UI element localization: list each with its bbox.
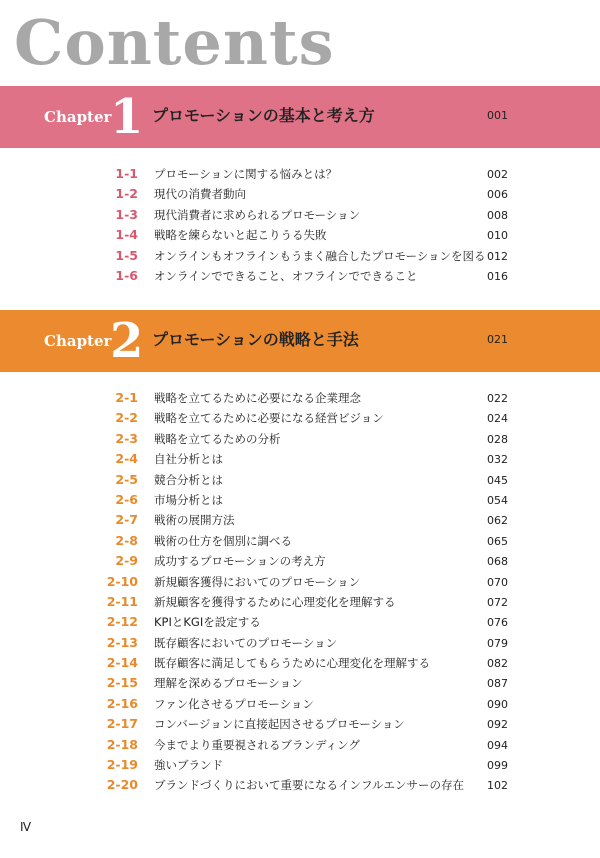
entry-number: 1-2	[115, 186, 138, 202]
entry-number: 2-16	[106, 695, 138, 711]
entry-page: 012	[487, 249, 508, 263]
entry-title: 競合分析とは	[154, 472, 223, 487]
entry-title: 成功するプロモーションの考え方	[154, 554, 326, 569]
toc-entry[interactable]	[0, 714, 600, 734]
entry-number: 1-1	[115, 166, 138, 181]
entry-page: 082	[487, 657, 508, 671]
entry-title: 既存顧客においてのプロモーション	[154, 635, 338, 650]
toc-entry[interactable]	[0, 184, 600, 204]
entry-number: 2-15	[106, 675, 138, 691]
entry-page: 002	[487, 168, 508, 181]
entry-number: 2-8	[115, 532, 138, 548]
entry-page: 024	[487, 412, 508, 426]
entry-title: 現代消費者に求められるプロモーション	[154, 207, 361, 222]
page-folio: Ⅳ	[20, 820, 32, 834]
entry-title: 自社分析とは	[154, 452, 223, 467]
entry-number: 2-1	[115, 390, 138, 405]
entry-title: 既存顧客に満足してもらうために心理変化を理解する	[154, 656, 430, 671]
entry-title: 理解を深めるプロモーション	[154, 676, 303, 691]
chapter-2-label: Chapter	[44, 332, 112, 350]
entry-number: 2-20	[106, 777, 138, 793]
entry-title: 戦術の仕方を個別に調べる	[154, 533, 292, 548]
entry-number: 1-6	[115, 267, 138, 283]
page-title: Contents	[14, 6, 335, 79]
toc-entry[interactable]	[0, 490, 600, 510]
chapter-2-number: 2	[110, 313, 144, 369]
entry-number: 2-13	[106, 634, 138, 650]
entry-page: 045	[487, 473, 508, 487]
entry-title: プロモーションに関する悩みとは？	[154, 167, 338, 181]
toc-entry[interactable]	[0, 246, 600, 266]
chapter-1-header	[0, 86, 600, 148]
entry-title: オンラインもオフラインもうまく融合したプロモーションを図る	[154, 248, 486, 263]
entry-page: 092	[487, 718, 508, 732]
toc-entry[interactable]	[0, 755, 600, 775]
entry-number: 2-9	[115, 553, 138, 569]
chapter-1-entries	[0, 164, 600, 286]
toc-entry[interactable]	[0, 612, 600, 632]
entry-number: 1-4	[115, 227, 138, 243]
toc-entry[interactable]	[0, 531, 600, 551]
entry-number: 2-12	[106, 614, 138, 630]
entry-title: 戦略を立てるために必要になる経営ビジョン	[154, 411, 384, 426]
entry-title: 戦略を練らないと起こりうる失敗	[154, 228, 327, 243]
entry-title: KPIとKGIを設定する	[154, 615, 261, 630]
chapter-1-title: プロモーションの基本と考え方	[152, 106, 375, 125]
entry-title: オンラインでできること、オフラインでできること	[154, 268, 418, 283]
entry-page: 054	[487, 493, 508, 507]
entry-title: 今までより重要視されるブランディング	[154, 737, 360, 752]
entry-page: 070	[487, 575, 508, 589]
entry-title: 戦略を立てるために必要になる企業理念	[154, 391, 361, 405]
toc-entry[interactable]	[0, 551, 600, 571]
entry-title: 新規顧客を獲得するために心理変化を理解する	[154, 594, 396, 609]
entry-title: 現代の消費者動向	[154, 187, 246, 202]
entry-number: 1-5	[115, 247, 138, 263]
chapter-1-page: 001	[487, 109, 508, 122]
entry-page: 016	[487, 269, 508, 283]
entry-title: 強いブランド	[154, 758, 223, 773]
toc-entry[interactable]	[0, 633, 600, 653]
toc-entry[interactable]	[0, 653, 600, 673]
toc-entry[interactable]	[0, 225, 600, 245]
entry-page: 099	[487, 759, 508, 773]
entry-page: 094	[487, 738, 508, 752]
toc-entry[interactable]	[0, 408, 600, 428]
entry-number: 2-5	[115, 471, 138, 487]
entry-page: 028	[487, 432, 508, 446]
toc-entry[interactable]	[0, 592, 600, 612]
toc-entry[interactable]	[0, 775, 600, 795]
entry-page: 008	[487, 208, 508, 222]
chapter-1-number: 1	[110, 89, 144, 145]
entry-page: 102	[487, 779, 508, 793]
entry-number: 2-2	[115, 410, 138, 426]
entry-number: 2-17	[106, 716, 138, 732]
entry-title: 新規顧客獲得においてのプロモーション	[154, 574, 361, 589]
toc-entry[interactable]	[0, 572, 600, 592]
entry-page: 022	[487, 392, 508, 405]
toc-entry[interactable]	[0, 429, 600, 449]
toc-entry[interactable]	[0, 388, 600, 408]
toc-entry[interactable]	[0, 470, 600, 490]
entry-page: 062	[487, 514, 508, 528]
chapter-1-label: Chapter	[44, 108, 112, 126]
chapter-2-page: 021	[487, 333, 508, 346]
toc-entry[interactable]	[0, 164, 600, 184]
toc-entry[interactable]	[0, 449, 600, 469]
entry-page: 087	[487, 677, 508, 691]
chapter-2-entries	[0, 388, 600, 796]
entry-title: コンバージョンに直接起因させるプロモーション	[154, 717, 405, 732]
toc-entry[interactable]	[0, 205, 600, 225]
entry-number: 2-11	[106, 593, 138, 609]
toc-entry[interactable]	[0, 673, 600, 693]
entry-number: 2-6	[115, 491, 138, 507]
entry-number: 2-14	[106, 655, 138, 671]
entry-title: 戦略を立てるための分析	[154, 431, 281, 446]
entry-page: 090	[487, 697, 508, 711]
toc-entry[interactable]	[0, 510, 600, 530]
entry-page: 076	[487, 616, 508, 630]
entry-number: 1-3	[115, 206, 138, 222]
toc-entry[interactable]	[0, 694, 600, 714]
entry-title: 市場分析とは	[154, 492, 223, 507]
entry-page: 065	[487, 534, 508, 548]
toc-entry[interactable]	[0, 266, 600, 286]
entry-number: 2-3	[115, 430, 138, 446]
entry-page: 072	[487, 595, 508, 609]
toc-entry[interactable]	[0, 735, 600, 755]
entry-page: 068	[487, 555, 508, 569]
entry-page: 032	[487, 453, 508, 467]
entry-number: 2-4	[115, 451, 138, 467]
entry-title: 戦術の展開方法	[154, 513, 235, 528]
entry-title: ファン化させるプロモーション	[154, 696, 314, 711]
entry-title: ブランドづくりにおいて重要になるインフルエンサーの存在	[154, 778, 465, 793]
chapter-2-title: プロモーションの戦略と手法	[152, 330, 359, 349]
entry-number: 2-10	[106, 573, 138, 589]
entry-number: 2-18	[106, 736, 138, 752]
chapter-2-header	[0, 310, 600, 372]
entry-page: 079	[487, 636, 508, 650]
entry-page: 006	[487, 188, 508, 202]
entry-number: 2-7	[115, 512, 138, 528]
entry-number: 2-19	[106, 757, 138, 773]
entry-page: 010	[487, 229, 508, 243]
